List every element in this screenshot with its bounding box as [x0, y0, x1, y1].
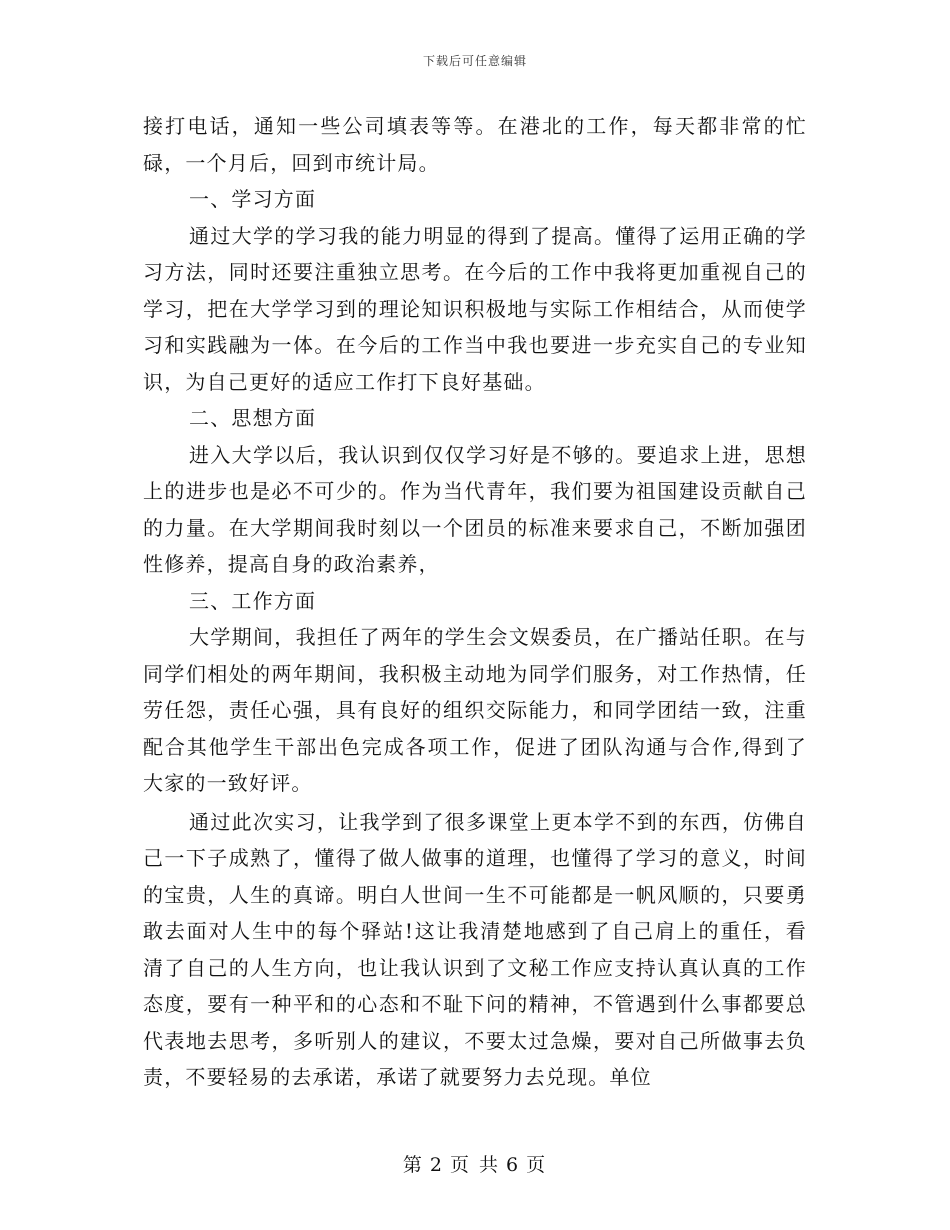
paragraph-study: 通过大学的学习我的能力明显的得到了提高。懂得了运用正确的学习方法，同时还要注重独立思考。在今后的工作中我将更加重视自己的学习，把在大学学习到的理论知识积极地与实际工作相结合，从而使学习和实践融为一体。在今后的工作当中我也要进一步充实自己的专业知识，为自己更好的适应工作打下良好基础。	[143, 223, 807, 394]
footer-middle: 页 共	[449, 1154, 501, 1176]
paragraph-continuation: 接打电话，通知一些公司填表等等。在港北的工作，每天都非常的忙碌，一个月后，回到市统计局。	[143, 114, 807, 175]
footer-suffix: 页	[526, 1154, 548, 1176]
paragraph-work: 大学期间，我担任了两年的学生会文娱委员，在广播站任职。在与同学们相处的两年期间，我积极主动地为同学们服务，对工作热情，任劳任怨，责任心强，具有良好的组织交际能力，和同学团结一致，注重配合其他学生干部出色完成各项工作，促进了团队沟通与合作,得到了大家的一致好评。	[143, 625, 807, 795]
footer-total-pages: 6	[506, 1154, 521, 1176]
section-heading-thought: 二、思想方面	[189, 406, 317, 430]
paragraph-thought: 进入大学以后，我认识到仅仅学习好是不够的。要追求上进，思想上的进步也是必不可少的。作为当代青年，我们要为祖国建设贡献自己的力量。在大学期间我时刻以一个团员的标准来要求自己，不断加强团性修养，提高自身的政治素养，	[143, 442, 807, 576]
document-body	[143, 108, 807, 1096]
footer-current-page: 2	[429, 1154, 444, 1176]
section-heading-work: 三、工作方面	[189, 588, 317, 613]
footer-prefix: 第	[402, 1154, 424, 1176]
section-heading-study: 一、学习方面	[189, 187, 317, 211]
page-header: 下载后可任意编辑	[422, 54, 527, 68]
paragraph-internship: 通过此次实习，让我学到了很多课堂上更本学不到的东西，仿佛自己一下子成熟了，懂得了做人做事的道理，也懂得了学习的意义，时间的宝贵，人生的真谛。明白人世间一生不可能都是一帆风顺的，只要勇敢去面对人生中的每个驿站!这让我清楚地感到了自己肩上的重任，看清了自己的人生方向，也让我认识到了文秘工作应支持认真认真的工作态度，要有一种平和的心态和不耻下问的精神，不管遇到什么事都要总代表地去思考，多听别人的建议，不要太过急燥，要对自己所做事去负责，不要轻易的去承诺，承诺了就要努力去兑现。单位	[143, 809, 807, 1089]
page-number-footer	[0, 1150, 950, 1177]
